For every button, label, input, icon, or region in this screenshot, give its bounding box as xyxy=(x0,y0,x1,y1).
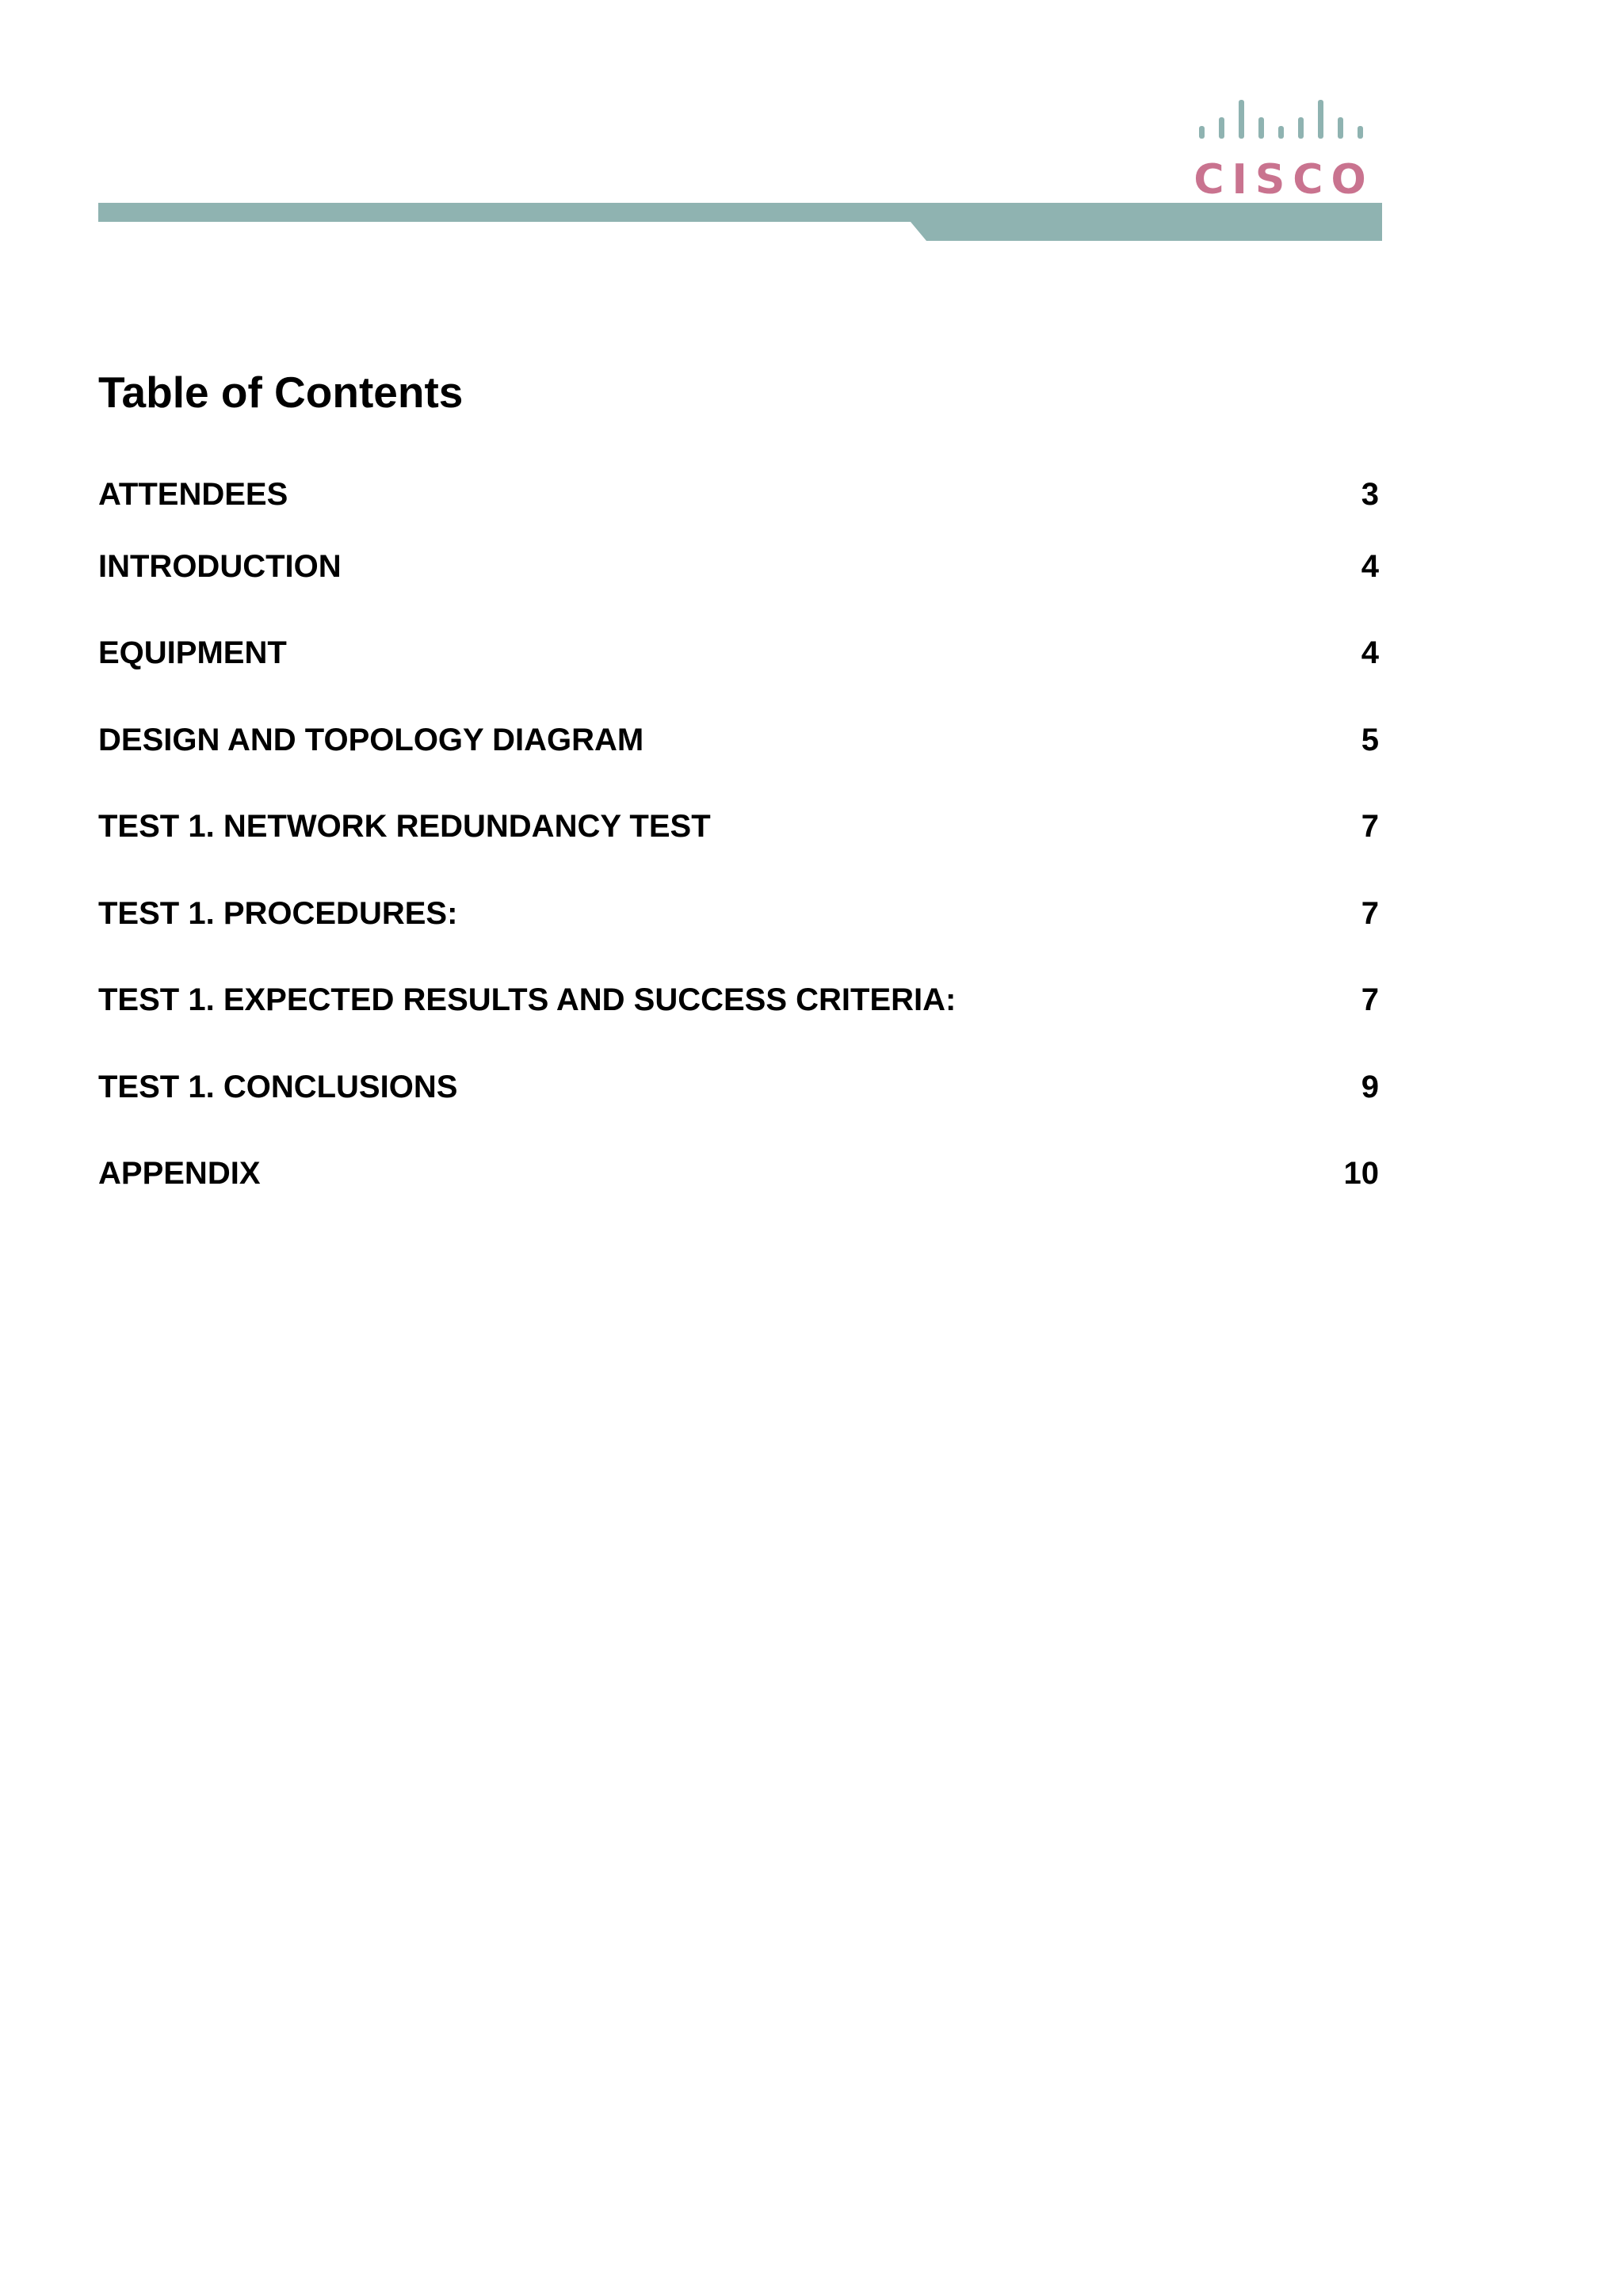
page-title: Table of Contents xyxy=(98,368,464,417)
toc-entry-test1-conclusions[interactable] xyxy=(98,1043,1379,1131)
toc-entry-design-topology[interactable] xyxy=(98,696,1379,784)
toc-entry-page: 7 xyxy=(1361,982,1379,1018)
cisco-logo-icon xyxy=(1193,93,1377,196)
logo-text: CISCO xyxy=(1193,156,1374,196)
toc-entry-label: INTRODUCTION xyxy=(98,548,342,584)
toc-entry-label: ATTENDEES xyxy=(98,477,288,512)
toc-entry-page: 7 xyxy=(1361,809,1379,845)
toc-entry-page: 4 xyxy=(1361,548,1379,584)
toc-entry-page: 9 xyxy=(1361,1069,1379,1104)
toc-entry-label: EQUIPMENT xyxy=(98,635,287,671)
toc-entry-introduction[interactable] xyxy=(98,523,1379,610)
toc-entry-equipment[interactable] xyxy=(98,610,1379,697)
toc-entry-label: TEST 1. EXPECTED RESULTS AND SUCCESS CRITERIA: xyxy=(98,982,957,1018)
toc-entry-page: 10 xyxy=(1343,1156,1379,1192)
toc-entry-label: APPENDIX xyxy=(98,1156,261,1192)
toc-list xyxy=(98,475,1379,1217)
toc-entry-test1-redundancy[interactable] xyxy=(98,784,1379,871)
toc-entry-appendix[interactable] xyxy=(98,1131,1379,1218)
toc-entry-label: DESIGN AND TOPOLOGY DIAGRAM xyxy=(98,722,644,757)
toc-entry-page: 7 xyxy=(1361,895,1379,931)
cisco-logo xyxy=(1193,93,1377,196)
toc-entry-test1-expected-results[interactable] xyxy=(98,957,1379,1044)
toc-entry-page: 3 xyxy=(1361,477,1379,512)
toc-entry-page: 5 xyxy=(1361,722,1379,757)
toc-entry-test1-procedures[interactable] xyxy=(98,870,1379,957)
toc-entry-page: 4 xyxy=(1361,635,1379,671)
header-band xyxy=(98,203,1382,241)
toc-entry-label: TEST 1. NETWORK REDUNDANCY TEST xyxy=(98,809,711,845)
toc-entry-label: TEST 1. PROCEDURES: xyxy=(98,895,458,931)
toc-entry-label: TEST 1. CONCLUSIONS xyxy=(98,1069,458,1104)
toc-entry-attendees[interactable] xyxy=(98,475,1379,523)
